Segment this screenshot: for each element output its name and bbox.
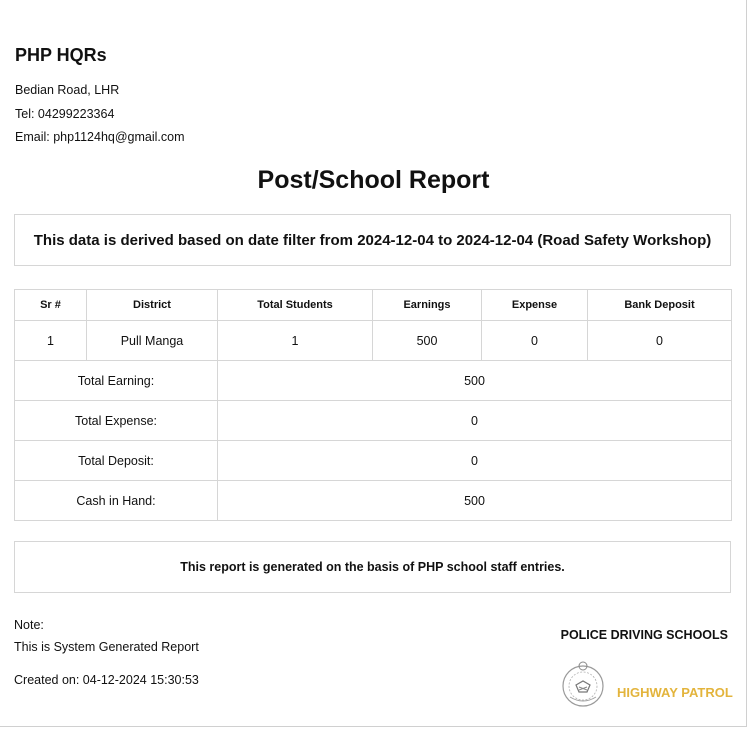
cell-students: 1: [218, 321, 373, 361]
summary-row-total-deposit: [15, 441, 732, 481]
org-email: Email: php1124hq@gmail.com: [15, 130, 185, 144]
filter-event: (Road Safety Workshop): [533, 231, 712, 249]
org-tel: Tel: 04299223364: [15, 107, 115, 121]
cell-district: Pull Manga: [87, 321, 218, 361]
summary-value: 0: [218, 441, 732, 481]
summary-label: Cash in Hand:: [15, 481, 218, 521]
police-emblem-icon: [558, 659, 608, 709]
filter-date-to: 2024-12-04: [456, 231, 534, 249]
summary-row-total-earning: [15, 361, 732, 401]
highway-patrol-label: HIGHWAY PATROL: [617, 685, 733, 700]
col-header-district: District: [87, 290, 218, 321]
col-header-bank-deposit: Bank Deposit: [588, 290, 732, 321]
cell-sr: 1: [15, 321, 87, 361]
summary-row-cash-in-hand: [15, 481, 732, 521]
note-label: Note:: [14, 618, 44, 632]
summary-value: 500: [218, 481, 732, 521]
cell-deposit: 0: [588, 321, 732, 361]
report-title: Post/School Report: [257, 166, 490, 194]
summary-label: Total Deposit:: [15, 441, 218, 481]
org-name: PHP HQRs: [15, 45, 107, 65]
summary-value: 0: [218, 401, 732, 441]
report-table: [14, 289, 732, 521]
created-on: Created on: 04-12-2024 15:30:53: [14, 673, 199, 687]
date-filter-box: [14, 214, 731, 266]
col-header-expense: Expense: [482, 290, 588, 321]
cell-expense: 0: [482, 321, 588, 361]
basis-note-box: [14, 541, 731, 593]
table-header-row: [15, 290, 732, 321]
filter-mid: to: [433, 231, 457, 249]
basis-note-text: This report is generated on the basis of PHP school staff entries.: [180, 560, 565, 574]
summary-label: Total Expense:: [15, 401, 218, 441]
brand-name: POLICE DRIVING SCHOOLS: [560, 628, 728, 642]
summary-value: 500: [218, 361, 732, 401]
col-header-sr: Sr #: [15, 290, 87, 321]
filter-prefix: This data is derived based on date filter from: [33, 231, 358, 249]
summary-row-total-expense: [15, 401, 732, 441]
org-address: Bedian Road, LHR: [15, 83, 120, 97]
note-text: This is System Generated Report: [14, 640, 199, 654]
summary-label: Total Earning:: [15, 361, 218, 401]
filter-date-from: 2024-12-04: [357, 231, 434, 249]
col-header-total-students: Total Students: [218, 290, 373, 321]
col-header-earnings: Earnings: [373, 290, 482, 321]
table-row: [15, 321, 732, 361]
cell-earnings: 500: [373, 321, 482, 361]
